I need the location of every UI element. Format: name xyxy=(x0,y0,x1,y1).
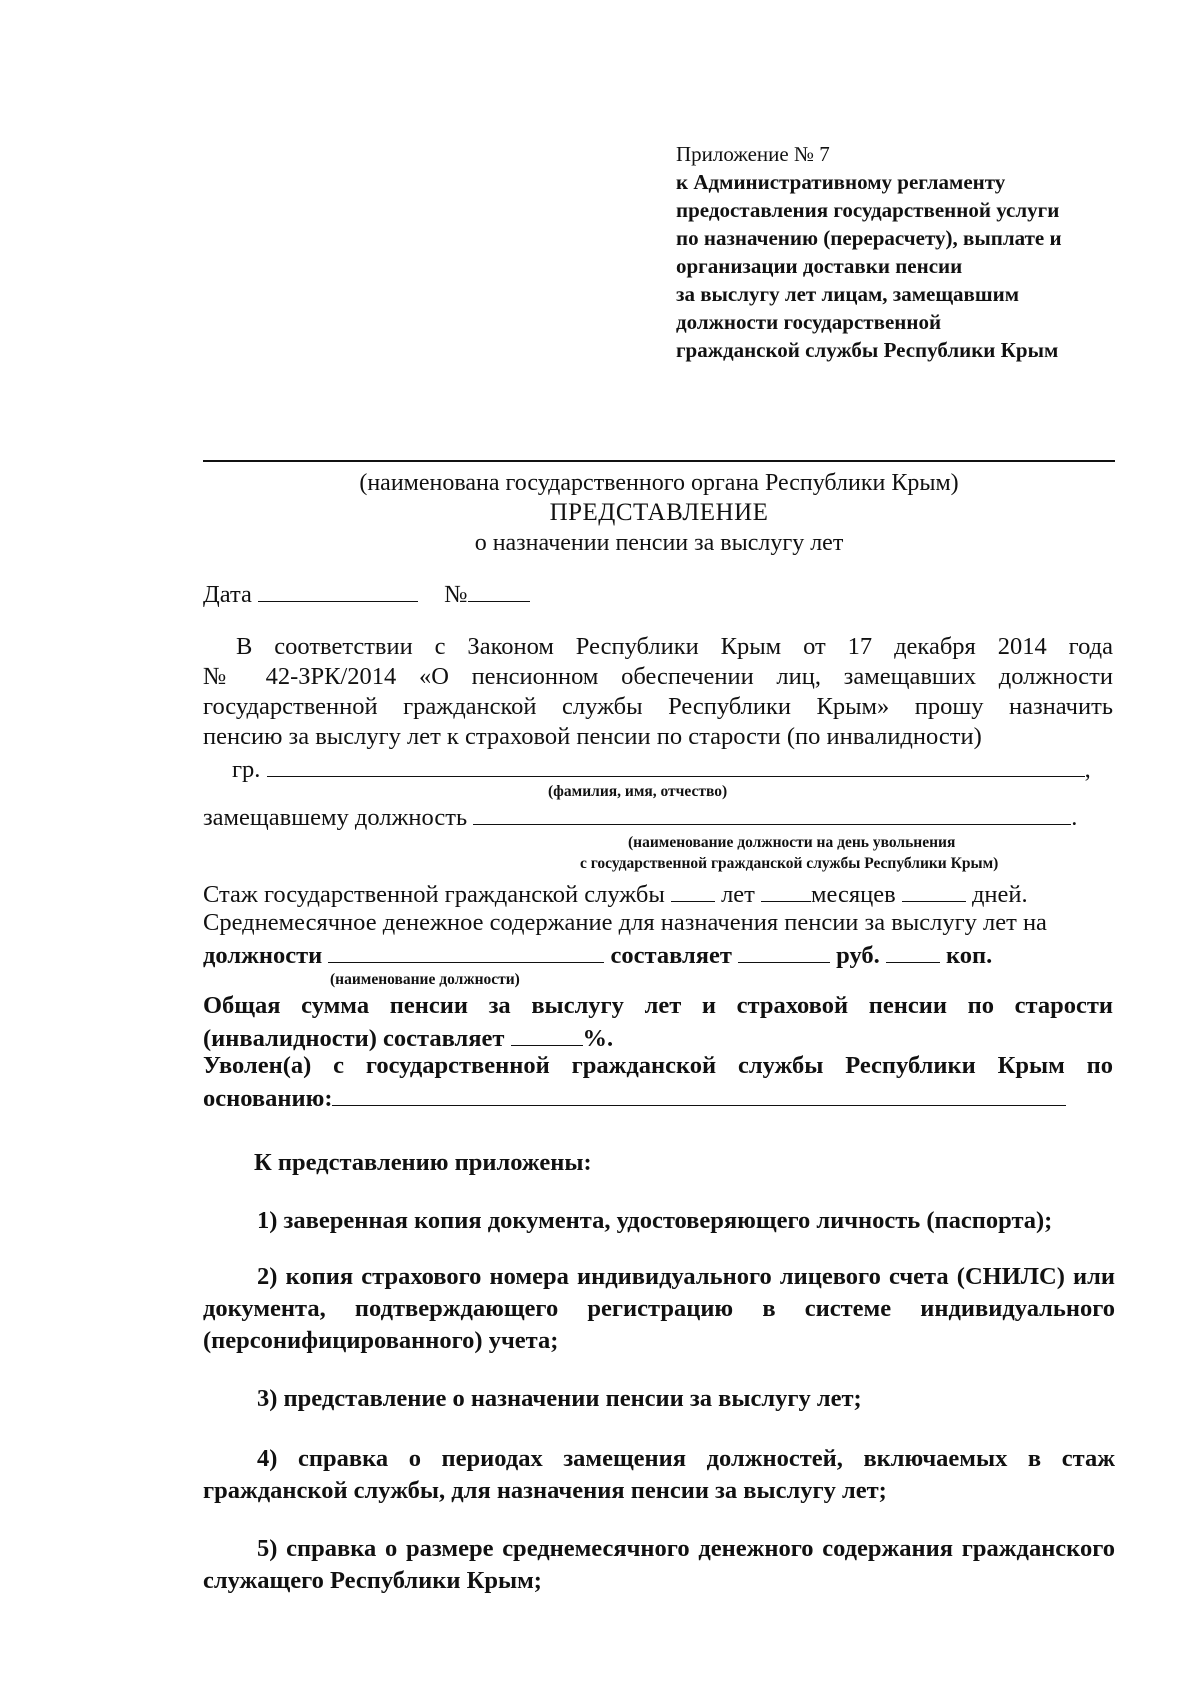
intro-line: № 42-ЗРК/2014 «О пенсионном обеспечении лиц, замещавших должности xyxy=(203,663,1113,690)
salary-position-label: должности xyxy=(203,942,323,969)
dismissed-label: основанию: xyxy=(203,1085,333,1112)
attachment-item: 3) представление о назначении пенсии за выслугу лет; xyxy=(257,1385,862,1412)
service-months-label: месяцев xyxy=(811,881,896,908)
salary-rub-label: руб. xyxy=(836,942,880,969)
appendix-line: организации доставки пенсии xyxy=(676,254,963,278)
attachment-item: 2) копия страхового номера индивидуального лицевого счета (СНИЛС) или документа, подтверждающего регистрацию в системе индивидуального (персонифицированного) учета; xyxy=(203,1263,1115,1354)
appendix-line: к Административному регламенту xyxy=(676,170,1006,194)
citizen-label: гр. xyxy=(232,756,261,783)
total-percent-label: %. xyxy=(582,1025,614,1052)
org-name-field-line[interactable] xyxy=(203,460,1115,462)
appendix-header xyxy=(676,140,1136,364)
service-days-label: дней. xyxy=(971,881,1028,908)
service-months-field[interactable] xyxy=(761,877,811,902)
date-row xyxy=(203,577,530,610)
service-days-field[interactable] xyxy=(902,877,966,902)
service-row xyxy=(203,877,1028,910)
attachment-item: 5) справка о размере среднемесячного денежного содержания гражданского служащего Республики Крым; xyxy=(203,1535,1115,1594)
appendix-line: предоставления государственной услуги xyxy=(676,198,1060,222)
salary-position-field[interactable] xyxy=(328,938,604,963)
salary-position-caption: (наименование должности) xyxy=(330,971,520,988)
attachment-item: 1) заверенная копия документа, удостоверяющего личность (паспорта); xyxy=(257,1207,1053,1234)
intro-line: пенсию за выслугу лет к страховой пенсии по старости (по инвалидности) xyxy=(203,723,982,750)
salary-line-1: Среднемесячное денежное содержание для назначения пенсии за выслугу лет на xyxy=(203,909,1047,936)
appendix-line: за выслугу лет лицам, замещавшим xyxy=(676,282,1020,306)
citizen-comma: , xyxy=(1084,756,1091,783)
salary-row xyxy=(203,938,992,971)
position-field[interactable] xyxy=(473,800,1071,825)
full-name-field[interactable] xyxy=(267,752,1085,777)
intro-line: В соответствии с Законом Республики Крым от 17 декабря 2014 года xyxy=(236,633,1113,660)
service-label: Стаж государственной гражданской службы xyxy=(203,881,665,908)
citizen-row xyxy=(232,752,1091,785)
appendix-line: должности государственной xyxy=(676,310,942,334)
position-caption-1: (наименование должности на день увольнения xyxy=(628,834,956,851)
position-row xyxy=(203,800,1077,833)
position-label: замещавшему должность xyxy=(203,804,468,831)
appendix-line: по назначению (перерасчету), выплате и xyxy=(676,226,1062,250)
number-label: № xyxy=(444,581,468,608)
salary-amount-label: составляет xyxy=(610,942,732,969)
appendix-title: Приложение № 7 xyxy=(676,142,830,166)
attachments-heading: К представлению приложены: xyxy=(254,1149,592,1176)
total-label: (инвалидности) составляет xyxy=(203,1025,505,1052)
attachment-item: 4) справка о периодах замещения должностей, включаемых в стаж гражданской службы, для назначения пенсии за выслугу лет; xyxy=(203,1445,1115,1504)
date-label: Дата xyxy=(203,581,252,608)
date-field[interactable] xyxy=(258,577,418,602)
total-percent-field[interactable] xyxy=(511,1021,583,1046)
dismissal-reason-field[interactable] xyxy=(332,1081,1066,1106)
full-name-caption: (фамилия, имя, отчество) xyxy=(548,783,728,800)
salary-kop-label: коп. xyxy=(946,942,993,969)
appendix-line: гражданской службы Республики Крым xyxy=(676,338,1059,362)
dismissed-row xyxy=(203,1081,1066,1114)
document-subtitle: о назначении пенсии за выслугу лет xyxy=(474,530,844,556)
salary-kop-field[interactable] xyxy=(886,938,940,963)
service-years-label: лет xyxy=(721,881,755,908)
number-field[interactable] xyxy=(468,577,530,602)
org-name-caption: (наименована государственного органа Республики Крым) xyxy=(359,470,959,496)
total-line-1: Общая сумма пенсии за выслугу лет и страховой пенсии по старости xyxy=(203,992,1113,1019)
document-title: ПРЕДСТАВЛЕНИЕ xyxy=(549,499,769,526)
intro-line: государственной гражданской службы Республики Крым» прошу назначить xyxy=(203,693,1113,720)
service-years-field[interactable] xyxy=(671,877,715,902)
dismissed-line-1: Уволен(а) с государственной гражданской службы Республики Крым по xyxy=(203,1052,1113,1079)
salary-rub-field[interactable] xyxy=(738,938,830,963)
total-row xyxy=(203,1021,613,1054)
position-caption-2: с государственной гражданской службы Республики Крым) xyxy=(580,855,999,872)
position-period: . xyxy=(1071,804,1078,831)
